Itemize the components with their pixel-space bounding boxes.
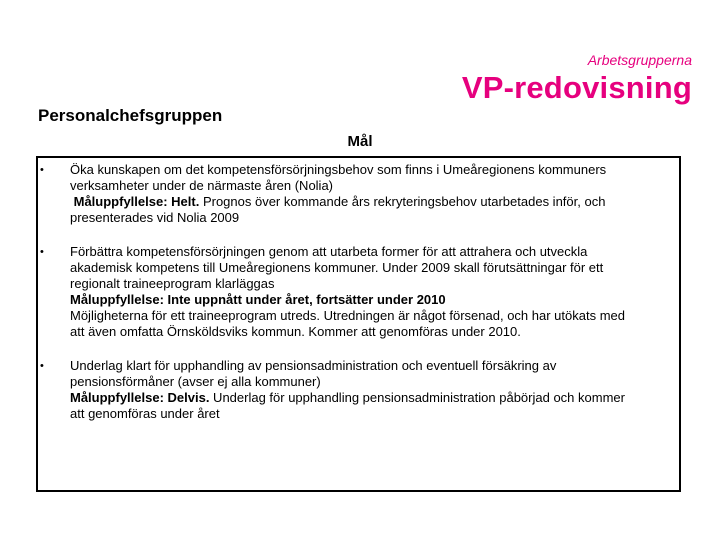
goal-result-line: [70, 194, 676, 210]
section-heading: Mål: [347, 133, 373, 150]
page-title: VP-redovisning: [461, 70, 692, 105]
goal-text-line: Möjligheterna för ett traineeprogram utreds. Utredningen är något försenad, och har utökats med: [70, 308, 625, 323]
result-text: Underlag för upphandling pensionsadministration påbörjad och kommer: [209, 390, 625, 405]
bullet: •: [40, 246, 44, 258]
goal-text-line: akademisk kompetens till Umeåregionens kommuner. Under 2009 skall förutsättningar för ett: [70, 260, 604, 275]
goal-text-line: pensionsförmåner (avser ej alla kommuner): [70, 374, 321, 389]
goal-item: [36, 358, 676, 422]
goal-text-line: att genomföras under året: [70, 406, 220, 421]
goal-text-line: Underlag klart för upphandling av pensionsadministration och eventuell försäkring av: [70, 358, 557, 373]
goal-text-line: presenterades vid Nolia 2009: [70, 210, 240, 225]
goal-text-line: regionalt traineeprogram klarläggas: [70, 276, 275, 291]
goal-result-line: [70, 292, 676, 308]
bullet: •: [40, 164, 44, 176]
goal-item: [36, 244, 676, 340]
goal-text-line: verksamheter under de närmaste åren (Nolia): [70, 178, 334, 193]
goal-text-line: Öka kunskapen om det kompetensförsörjningsbehov som finns i Umeåregionens kommuners: [70, 162, 607, 177]
goal-text-line: att även omfatta Örnsköldsviks kommun. Kommer att genomföras under 2010.: [70, 324, 521, 339]
result-text: Prognos över kommande års rekryteringsbehov utarbetades inför, och: [199, 194, 606, 209]
header-subtitle: Arbetsgrupperna: [587, 52, 692, 68]
result-label: Måluppfyllelse: Helt.: [70, 194, 200, 209]
result-label: Måluppfyllelse: Delvis.: [70, 390, 210, 405]
group-heading: Personalchefsgruppen: [38, 106, 223, 125]
goal-text-line: Förbättra kompetensförsörjningen genom att utarbeta former för att attrahera och utveckla: [70, 244, 588, 259]
bullet: •: [40, 360, 44, 372]
goals-list: [36, 162, 676, 440]
result-label: Måluppfyllelse: Inte uppnått under året, fortsätter under 2010: [70, 292, 446, 307]
goal-result-line: [70, 390, 676, 406]
goal-item: [36, 162, 676, 226]
